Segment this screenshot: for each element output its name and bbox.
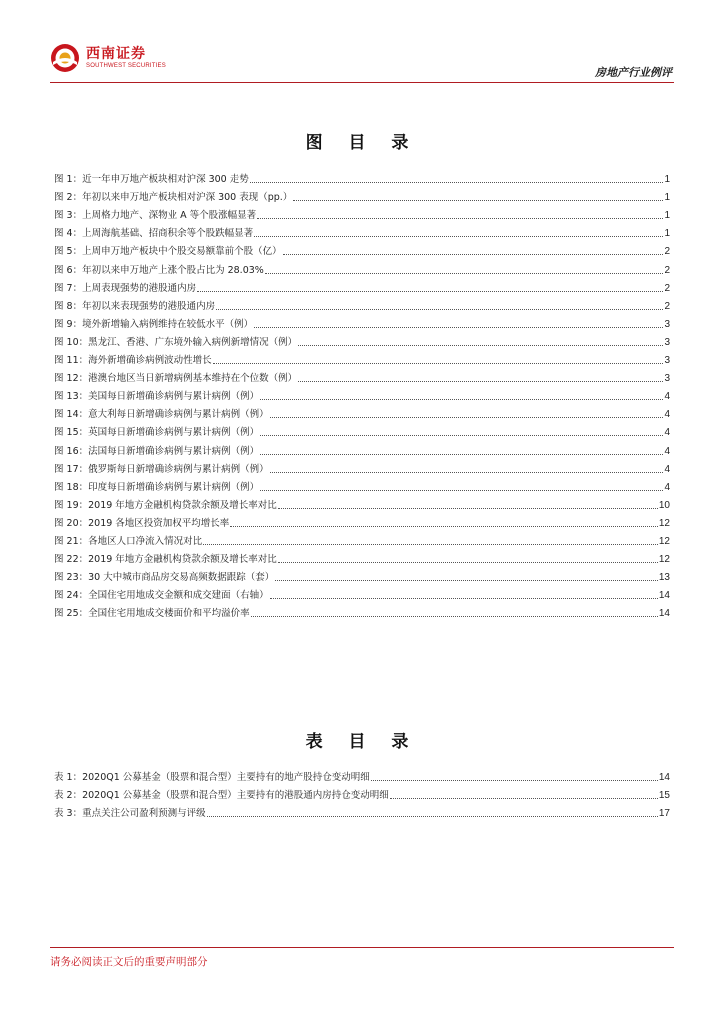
figure-toc-entry[interactable] (54, 458, 670, 476)
toc-entry-label: 图 4：上周海航基础、招商积余等个股跌幅显著 (54, 228, 254, 240)
toc-entry-page: 3 (664, 336, 670, 348)
figure-toc-entry[interactable] (54, 349, 670, 367)
toc-entry-page: 14 (658, 590, 670, 602)
logo-name-cn: 西南证券 (86, 46, 146, 62)
toc-entry-label: 图 22：2019 年地方金融机构贷款余额及增长率对比 (54, 554, 277, 566)
toc-entry-label: 图 19：2019 年地方金融机构贷款余额及增长率对比 (54, 499, 277, 511)
toc-entry-page: 1 (664, 228, 670, 240)
toc-dot-leader (213, 363, 664, 364)
toc-dot-leader (275, 580, 658, 581)
toc-entry-label: 图 8：年初以来表现强势的港股通内房 (54, 300, 216, 312)
figure-toc-entry[interactable] (54, 512, 670, 530)
toc-entry-page: 1 (664, 210, 670, 222)
toc-entry-label: 图 21：各地区人口净流入情况对比 (54, 535, 203, 547)
figure-toc-entry[interactable] (54, 421, 670, 439)
toc-entry-label: 图 2：年初以来申万地产板块相对沪深 300 表现（pp.） (54, 192, 293, 204)
toc-entry-page: 4 (664, 445, 670, 457)
toc-entry-page: 13 (658, 572, 670, 584)
toc-entry-page: 1 (664, 174, 670, 186)
toc-entry-page: 12 (658, 535, 670, 547)
toc-entry-page: 15 (658, 790, 670, 802)
toc-entry-page: 2 (664, 264, 670, 276)
toc-entry-page: 3 (664, 355, 670, 367)
toc-entry-label: 图 17：俄罗斯每日新增确诊病例与累计病例（例） (54, 463, 269, 475)
toc-dot-leader (257, 218, 663, 219)
toc-entry-label: 图 16：法国每日新增确诊病例与累计病例（例） (54, 445, 260, 457)
figure-toc-entry[interactable] (54, 277, 670, 295)
toc-entry-label: 图 9：境外新增输入病例维持在较低水平（例） (54, 318, 254, 330)
toc-dot-leader (371, 780, 658, 781)
toc-dot-leader (254, 327, 663, 328)
figure-toc-entry[interactable] (54, 258, 670, 276)
toc-entry-label: 图 23：30 大中城市商品房交易高频数据跟踪（套） (54, 572, 275, 584)
toc-dot-leader (207, 816, 658, 817)
toc-entry-page: 4 (664, 427, 670, 439)
toc-dot-leader (283, 254, 664, 255)
figure-toc-entry[interactable] (54, 584, 670, 602)
toc-entry-label: 图 20：2019 各地区投资加权平均增长率 (54, 517, 230, 529)
toc-entry-label: 表 1：2020Q1 公募基金（股票和混合型）主要持有的地产股持仓变动明细 (54, 772, 370, 784)
figure-toc-entry[interactable] (54, 367, 670, 385)
toc-entry-label: 图 24：全国住宅用地成交金额和成交建面（右轴） (54, 590, 269, 602)
figure-toc-entry[interactable] (54, 602, 670, 620)
toc-dot-leader (216, 309, 663, 310)
toc-entry-page: 12 (658, 554, 670, 566)
figure-toc-entry[interactable] (54, 403, 670, 421)
figure-toc-entry[interactable] (54, 186, 670, 204)
toc-entry-label: 图 25：全国住宅用地成交楼面价和平均溢价率 (54, 608, 250, 620)
toc-entry-label: 图 13：美国每日新增确诊病例与累计病例（例） (54, 391, 260, 403)
toc-entry-page: 14 (658, 608, 670, 620)
toc-entry-page: 10 (658, 499, 670, 511)
figure-toc-entry[interactable] (54, 313, 670, 331)
toc-entry-page: 14 (658, 772, 670, 784)
toc-dot-leader (250, 182, 664, 183)
toc-entry-page: 2 (664, 282, 670, 294)
toc-entry-page: 4 (664, 481, 670, 493)
toc-entry-label: 图 14：意大利每日新增确诊病例与累计病例（例） (54, 409, 269, 421)
figure-toc-entry[interactable] (54, 494, 670, 512)
figure-toc-entry[interactable] (54, 204, 670, 222)
toc-entry-page: 12 (658, 517, 670, 529)
toc-dot-leader (298, 345, 663, 346)
figure-toc-entry[interactable] (54, 439, 670, 457)
toc-entry-label: 图 3：上周格力地产、深物业 A 等个股涨幅显著 (54, 210, 257, 222)
toc-dot-leader (270, 598, 658, 599)
toc-dot-leader (230, 526, 658, 527)
toc-dot-leader (270, 417, 664, 418)
logo (50, 40, 166, 76)
figure-toc-entry[interactable] (54, 240, 670, 258)
footer-divider (50, 947, 674, 948)
toc-dot-leader (390, 798, 658, 799)
figure-toc-entry[interactable] (54, 566, 670, 584)
toc-entry-label: 图 7：上周表现强势的港股通内房 (54, 282, 197, 294)
tables-toc-title: 表 目 录 (305, 732, 419, 752)
toc-dot-leader (293, 200, 663, 201)
toc-entry-label: 图 12：港澳台地区当日新增病例基本维持在个位数（例） (54, 373, 298, 385)
toc-entry-label: 图 6：年初以来申万地产上涨个股占比为 28.03% (54, 264, 264, 276)
logo-name-en: SOUTHWEST SECURITIES (86, 63, 166, 69)
toc-entry-label: 图 10：黑龙江、香港、广东境外输入病例新增情况（例） (54, 336, 298, 348)
report-type-label: 房地产行业例评 (595, 66, 672, 79)
toc-entry-label: 图 1：近一年申万地产板块相对沪深 300 走势 (54, 174, 249, 186)
toc-entry-page: 2 (664, 246, 670, 258)
table-toc-entry[interactable] (54, 766, 670, 784)
toc-dot-leader (278, 508, 658, 509)
toc-entry-page: 4 (664, 391, 670, 403)
toc-dot-leader (278, 562, 658, 563)
logo-emblem-icon (50, 43, 80, 73)
toc-entry-label: 图 18：印度每日新增确诊病例与累计病例（例） (54, 481, 260, 493)
figure-toc-entry[interactable] (54, 168, 670, 186)
toc-dot-leader (260, 435, 663, 436)
figure-toc-entry[interactable] (54, 548, 670, 566)
figure-toc-entry[interactable] (54, 476, 670, 494)
toc-dot-leader (203, 544, 658, 545)
toc-dot-leader (270, 472, 664, 473)
toc-entry-label: 表 3：重点关注公司盈利预测与评级 (54, 808, 206, 820)
header-divider (50, 82, 674, 83)
figure-toc-entry[interactable] (54, 222, 670, 240)
figure-toc-entry[interactable] (54, 385, 670, 403)
toc-dot-leader (197, 291, 663, 292)
figures-toc-list (54, 168, 670, 620)
toc-entry-page: 3 (664, 373, 670, 385)
toc-dot-leader (260, 490, 663, 491)
figure-toc-entry[interactable] (54, 530, 670, 548)
toc-entry-label: 图 11：海外新增确诊病例波动性增长 (54, 355, 212, 367)
toc-entry-page: 2 (664, 300, 670, 312)
table-toc-entry[interactable] (54, 784, 670, 802)
toc-entry-page: 4 (664, 409, 670, 421)
toc-entry-label: 表 2：2020Q1 公募基金（股票和混合型）主要持有的港股通内房持仓变动明细 (54, 790, 389, 802)
toc-dot-leader (265, 273, 664, 274)
toc-entry-page: 3 (664, 318, 670, 330)
toc-entry-page: 4 (664, 463, 670, 475)
figure-toc-entry[interactable] (54, 331, 670, 349)
footer-disclaimer: 请务必阅读正文后的重要声明部分 (50, 956, 208, 968)
toc-dot-leader (251, 616, 658, 617)
toc-entry-page: 17 (658, 808, 670, 820)
tables-toc-list (54, 766, 670, 820)
table-toc-entry[interactable] (54, 802, 670, 820)
toc-entry-label: 图 5：上周申万地产板块中个股交易额靠前个股（亿） (54, 246, 282, 258)
toc-dot-leader (260, 399, 663, 400)
toc-entry-page: 1 (664, 192, 670, 204)
figure-toc-entry[interactable] (54, 295, 670, 313)
figures-toc-title: 图 目 录 (305, 133, 419, 153)
page-header (50, 40, 674, 86)
toc-dot-leader (298, 381, 663, 382)
toc-dot-leader (254, 236, 663, 237)
toc-entry-label: 图 15：英国每日新增确诊病例与累计病例（例） (54, 427, 260, 439)
toc-dot-leader (260, 454, 663, 455)
